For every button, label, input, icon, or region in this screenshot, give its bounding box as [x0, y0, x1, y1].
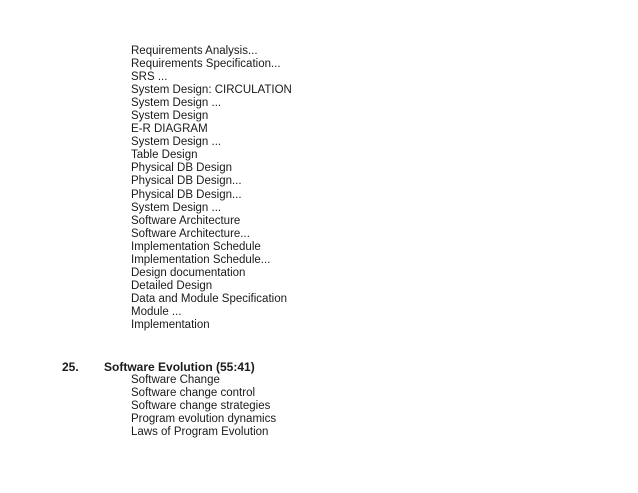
topic-item: Data and Module Specification — [131, 292, 287, 305]
topic-item: Physical DB Design... — [131, 175, 242, 188]
section-topic-list — [131, 374, 276, 439]
topic-item: System Design ... — [131, 97, 222, 110]
topic-item: System Design: CIRCULATION — [131, 84, 292, 97]
topic-list-continued — [131, 45, 292, 332]
topic-item: Implementation Schedule... — [131, 253, 271, 266]
topic-item: Requirements Analysis... — [131, 45, 258, 57]
topic-item: Requirements Specification... — [131, 58, 281, 71]
topic-item: System Design — [131, 110, 209, 123]
topic-item: Physical DB Design... — [131, 188, 242, 201]
section-title: Software Evolution (55:41) — [104, 360, 255, 374]
section-number: 25. — [62, 360, 79, 374]
topic-item: Laws of Program Evolution — [131, 426, 269, 439]
topic-item: Software Architecture... — [131, 227, 250, 240]
topic-item: E-R DIAGRAM — [131, 123, 208, 136]
topic-item: Physical DB Design — [131, 162, 232, 175]
topic-item: SRS ... — [131, 71, 168, 84]
topic-item: Software Change — [131, 374, 220, 386]
topic-item: Table Design — [131, 149, 198, 162]
topic-item: Software change strategies — [131, 400, 271, 413]
topic-item: Software Architecture — [131, 214, 241, 227]
topic-item: Module ... — [131, 305, 182, 318]
topic-item: Software change control — [131, 387, 256, 400]
topic-item: Implementation — [131, 318, 210, 331]
topic-item: Detailed Design — [131, 279, 213, 292]
topic-item: System Design ... — [131, 201, 222, 214]
topic-item: Implementation Schedule — [131, 240, 261, 253]
topic-item: Design documentation — [131, 266, 246, 279]
topic-item: Program evolution dynamics — [131, 413, 277, 426]
topic-item: System Design ... — [131, 136, 222, 149]
